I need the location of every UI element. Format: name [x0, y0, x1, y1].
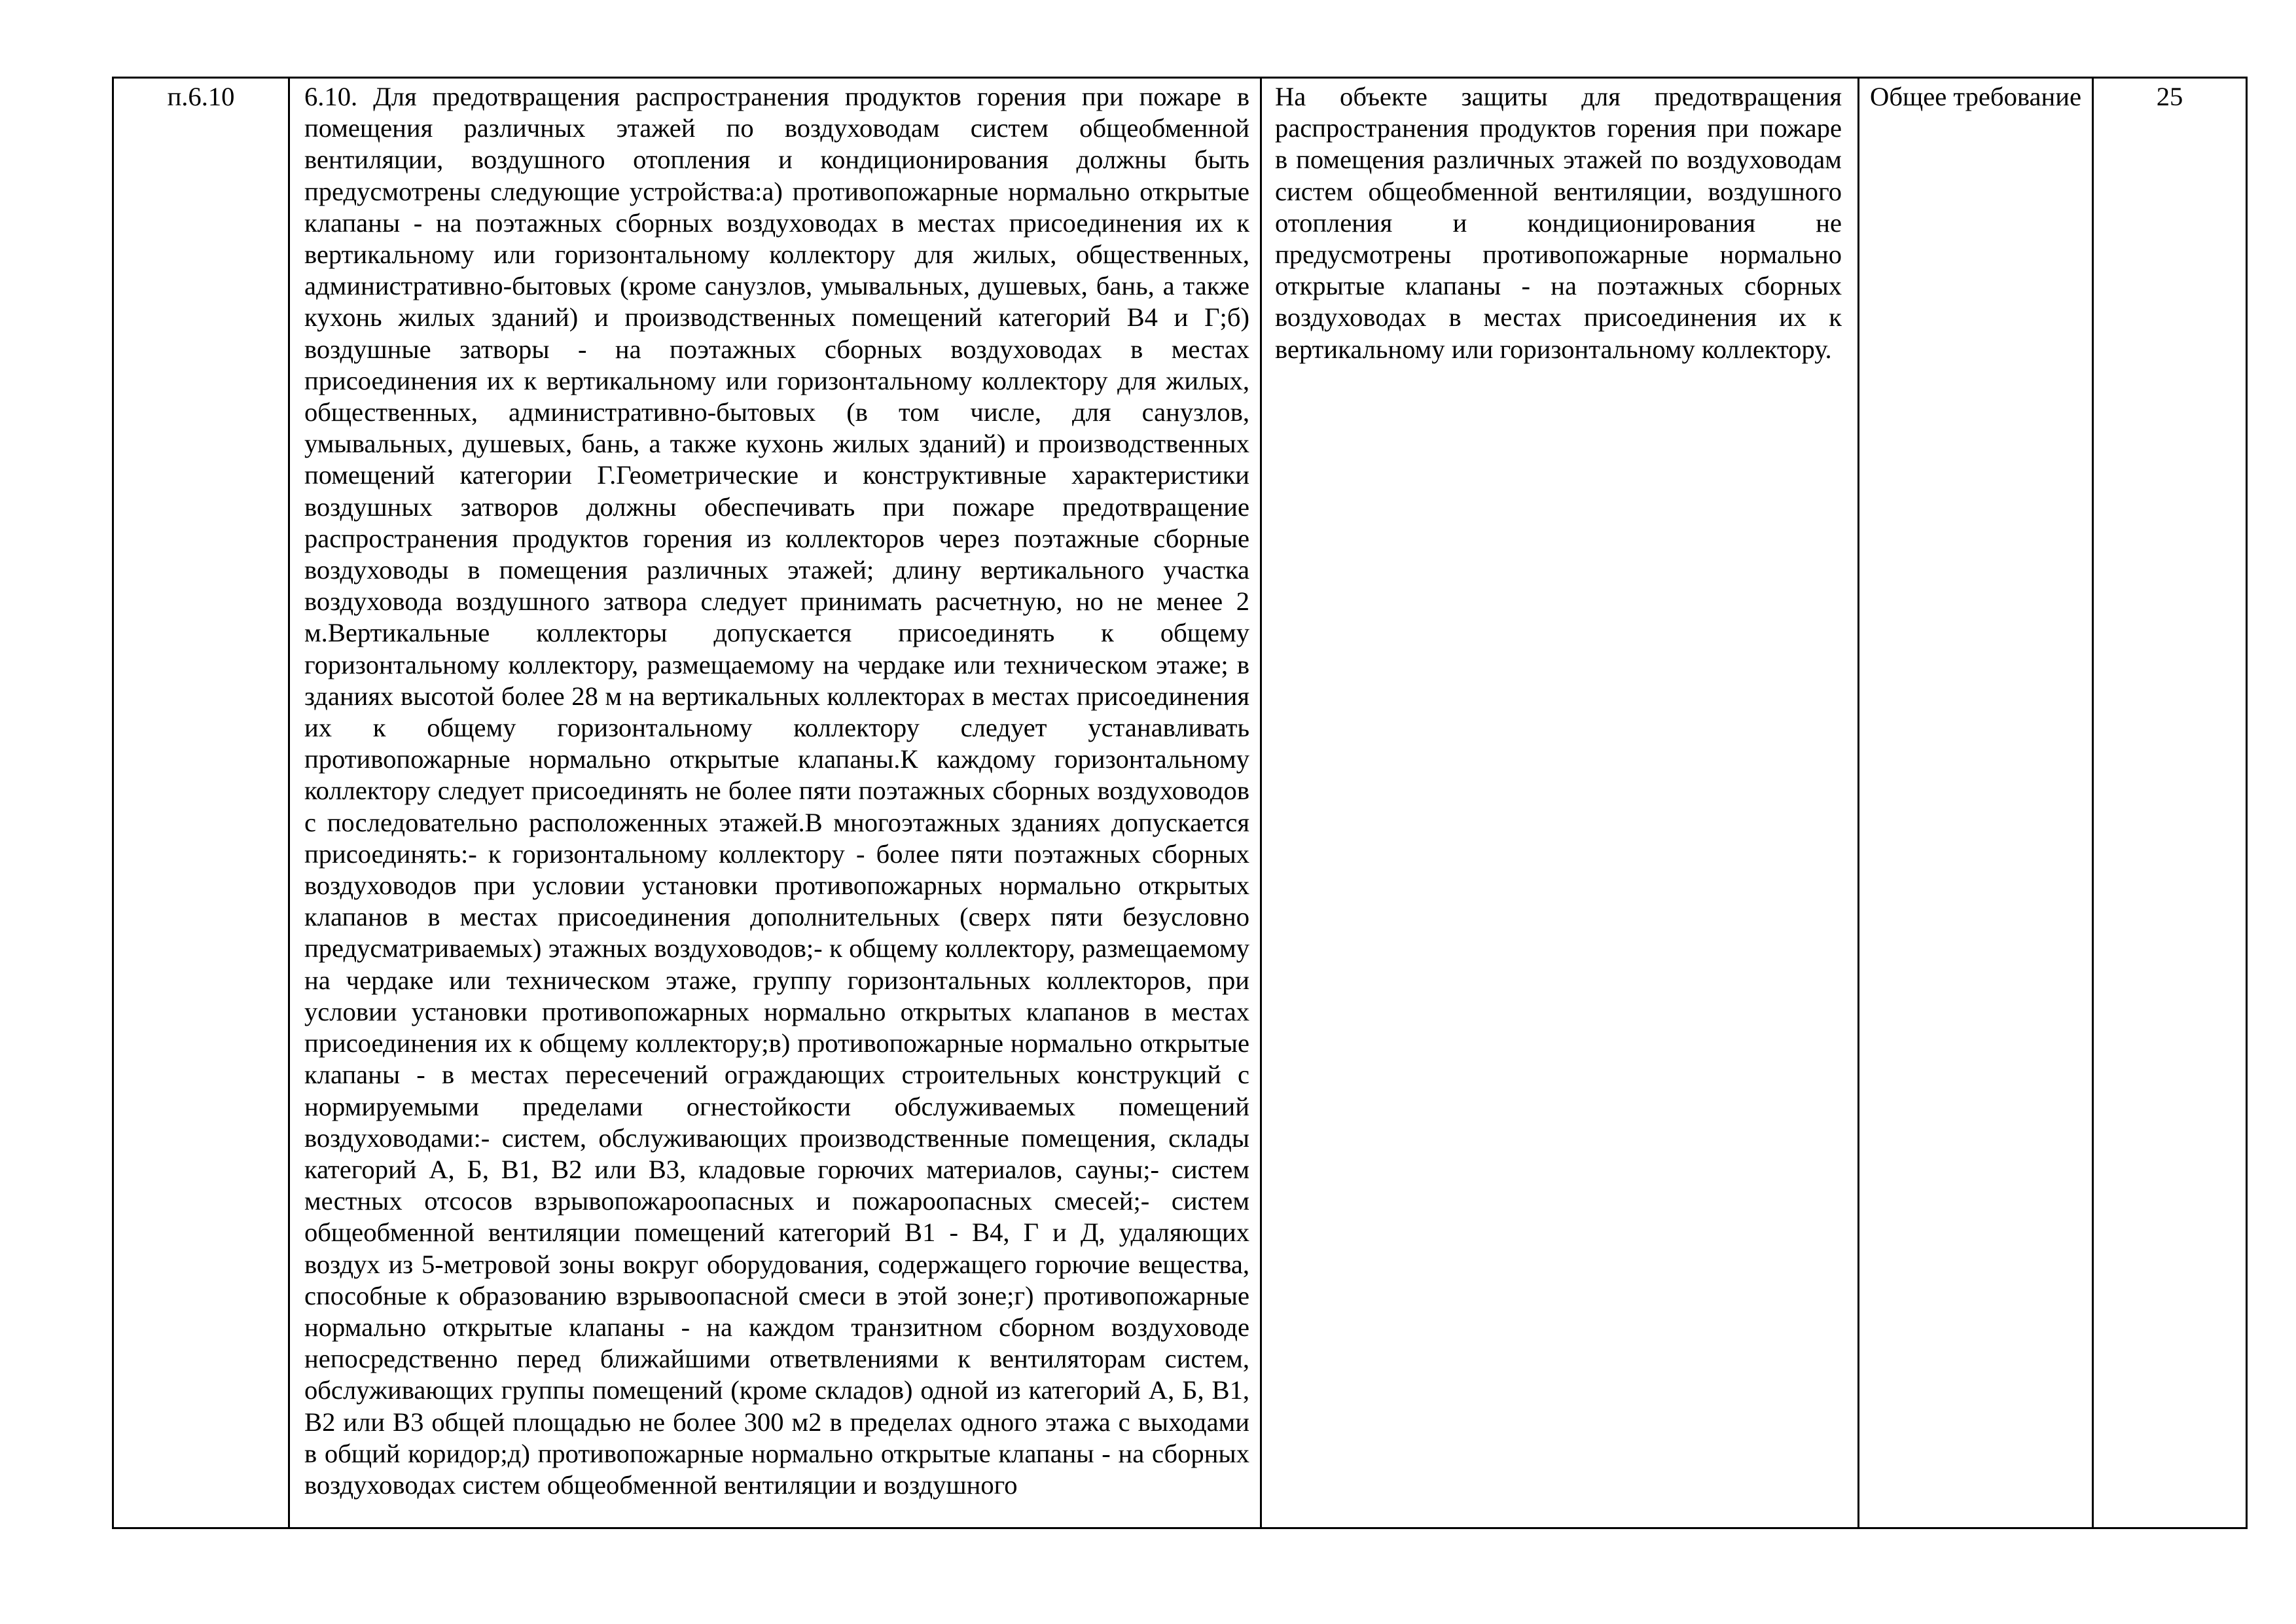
norm-text: 6.10. Для предотвращения распространения продуктов горения при пожаре в помещения различных этажей по воздуховодам систем общеобменной вентиляции, воздушного отопления и кондиционирования должны быть предусмотрены следующие устройства:а) противопожарные нормально открытые клапаны - на поэтажных сборных воздуховодах в местах присоединения их к вертикальному или горизонтальному коллектору для жилых, общественных, административно-бытовых (кроме санузлов, умывальных, душевых, бань, а также кухонь жилых зданий) и производственных помещений категорий В4 и Г;б) воздушные затворы - на поэтажных сборных воздуховодах в местах присоединения их к вертикальному или горизонтальному коллектору для жилых, общественных, административно-бытовых (в том числе, для санузлов, умывальных, душевых, бань, а также кухонь жилых зданий) и производственных помещений категории Г.Геометрические и конструктивные характеристики воздушных затворов должны обеспечивать при пожаре предотвращение распространения продуктов горения из коллекторов через поэтажные сборные воздуховоды в помещения различных этажей; длину вертикального участка воздуховода воздушного затвора следует принимать расчетную, но не менее 2 м.Вертикальные коллекторы допускается присоединять к общему горизонтальному коллектору, размещаемому на чердаке или техническом этаже; в зданиях высотой более 28 м на вертикальных коллекторах в местах присоединения их к общему горизонтальному коллектору следует устанавливать противопожарные нормально открытые клапаны.К каждому горизонтальному коллектору следует присоединять не более пяти поэтажных сборных воздуховодов с последовательно расположенных этажей.В многоэтажных зданиях допускается присоединять:- к горизонтальному коллектору - более пяти поэтажных сборных воздуховодов при условии установки противопожарных нормально открытых клапанов в местах присоединения дополнительных (сверх пяти безусловно предусматриваемых) этажных воздуховодов;- к общему коллектору, размещаемому на чердаке или техническом этаже, группу горизонтальных коллекторов, при условии установки противопожарных нормально открытых клапанов в местах присоединения их к общему коллектору;в) противопожарные нормально открытые клапаны - в местах пересечений ограждающих строительных конструкций с нормируемыми пределами огнестойкости обслуживаемых помещений воздуховодами:- систем, обслуживающих производственные помещения, склады категорий А, Б, В1, В2 или В3, кладовые горючих материалов, сауны;- систем местных отсосов взрывопожароопасных и пожароопасных смесей;- систем общеобменной вентиляции помещений категорий В1 - В4, Г и Д, удаляющих воздух из 5-метровой зоны вокруг оборудования, содержащего горючие вещества, способные к образованию взрывоопасной смеси в этой зоне;г) противопожарные нормально открытые клапаны - на каждом транзитном сборном воздуховоде непосредственно перед ближайшими ответвлениями к вентиляторам систем, обслуживающих группы помещений (кроме складов) одной из категорий А, Б, В1, В2 или В3 общей площадью не более 300 м2 в пределах одного этажа с выходами в общий коридор;д) противопожарные нормально открытые клапаны - на сборных воздуховодах систем общеобменной вентиляции и воздушного: [304, 82, 1249, 1500]
observation-text: На объекте защиты для предотвращения распространения продуктов горения при пожаре в помещения различных этажей по воздуховодам систем общеобменной вентиляции, воздушного отопления и кондиционирования не предусмотрены противопожарные нормально открытые клапаны - на поэтажных сборных воздуховодах в местах присоединения их к вертикальному или горизонтальному коллектору.: [1275, 82, 1842, 364]
inspection-table: [112, 77, 2248, 1529]
requirement-type: Общее требование: [1870, 82, 2081, 111]
observation-cell: [1261, 78, 1859, 1528]
item-number-cell: [2093, 78, 2247, 1528]
norm-text-cell: [289, 78, 1261, 1528]
item-number: 25: [2156, 82, 2183, 111]
requirement-type-cell: [1859, 78, 2093, 1528]
clause-ref-cell: [113, 78, 289, 1528]
table-row: [113, 78, 2247, 1528]
clause-ref: п.6.10: [167, 82, 235, 111]
